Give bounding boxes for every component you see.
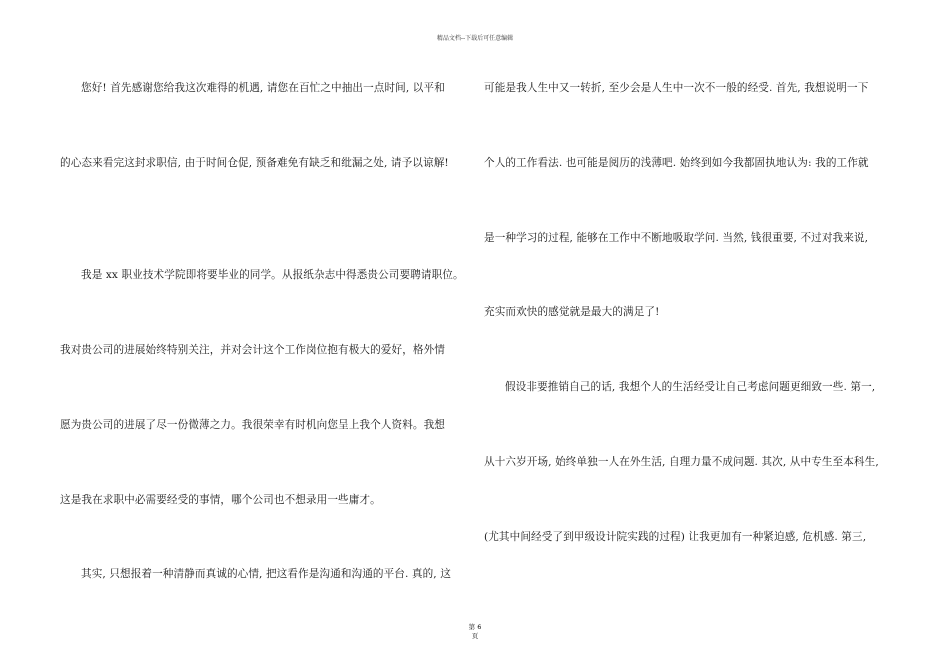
page-header: 精品文档--下载后可任意编辑 (436, 35, 514, 42)
page-number-line1: 第 6 (468, 623, 482, 631)
text-line: 假设非要推销自己的话, 我想个人的生活经受让自己考虑问题更细致一些. 第一, (505, 381, 876, 393)
text-line: 其实, 只想报着一种清静而真诚的心情, 把这看作是沟通和沟通的平台. 真的, 这 (81, 568, 451, 580)
text-line: 个人的工作看法. 也可能是阅历的浅薄吧. 始终到如今我都固执地认为: 我的工作就 (484, 157, 869, 169)
text-line: 这是我在求职中必需要经受的事情，哪个公司也不想录用一些庸才。 (60, 494, 381, 506)
text-line: 是一种学习的过程, 能够在工作中不断地吸取学问. 当然, 钱很重要, 不过对我来说, (484, 232, 869, 244)
text-line: 您好! 首先感谢您给我这次难得的机遇, 请您在百忙之中抽出一点时间, 以平和 (81, 82, 445, 94)
left-column (60, 0, 464, 672)
text-line: 愿为贵公司的进展了尽一份微薄之力。我很荣幸有时机向您呈上我个人资料。我想 (60, 419, 445, 431)
right-column (484, 0, 894, 672)
text-line: 充实而欢快的感觉就是最大的满足了! (484, 306, 660, 318)
text-line: 的心态来看完这封求职信, 由于时间仓促, 预备难免有缺乏和纰漏之处, 请予以谅解! (60, 157, 449, 169)
text-line: 我是 xx 职业技术学院即将要毕业的同学。从报纸杂志中得悉贵公司要聘请职位。 (81, 269, 464, 281)
text-line: (尤其中间经受了到甲级设计院实践的过程) 让我更加有一种紧迫感, 危机感. 第三, (484, 531, 867, 543)
text-line: 我对贵公司的进展始终特别关注，并对会计这个工作岗位抱有极大的爱好，格外情 (60, 344, 445, 356)
page-number (0, 623, 950, 641)
text-line: 从十六岁开场, 始终单独一人在外生活, 自理力量不成问题. 其次, 从中专生至本科生, (484, 456, 879, 468)
text-line: 可能是我人生中又一转折, 至少会是人生中一次不一般的经受. 首先, 我想说明一下 (484, 82, 869, 94)
page-number-line2: 页 (471, 632, 479, 640)
